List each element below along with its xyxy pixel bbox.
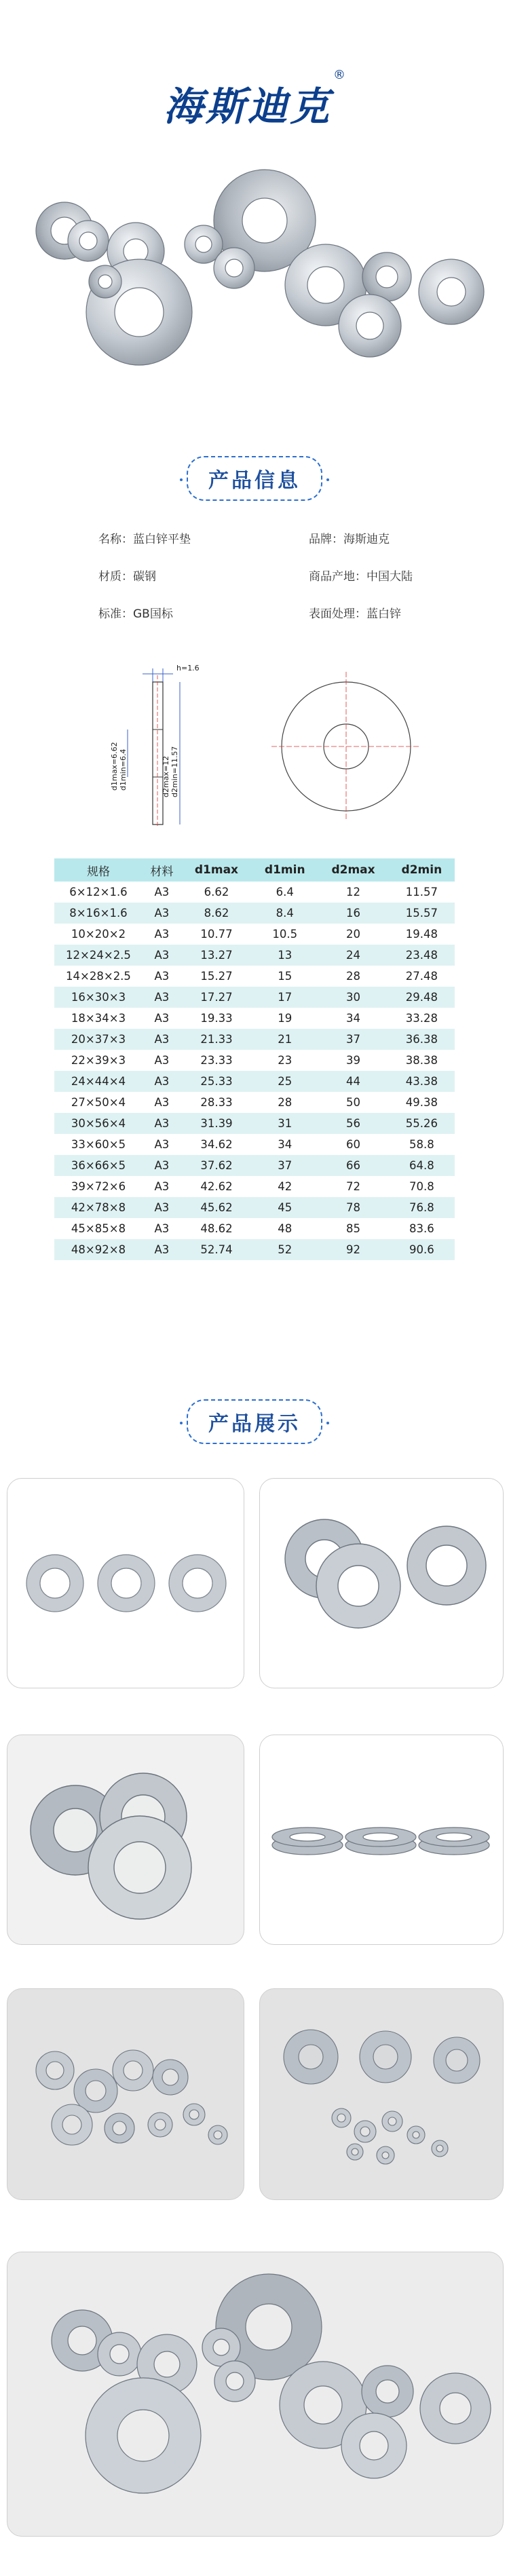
table-row: [54, 882, 455, 903]
table-row: [54, 966, 455, 987]
cell-material: A3: [143, 882, 181, 903]
table-row: [54, 1155, 455, 1176]
spec-table-header: [54, 858, 455, 882]
cell-d2min: 43.38: [389, 1071, 455, 1092]
cell-d1min: 37: [252, 1155, 318, 1176]
cell-d1max: 34.62: [181, 1134, 252, 1155]
h-dimension-label: h=1.6: [176, 664, 200, 673]
cell-material: A3: [143, 1134, 181, 1155]
cell-d2min: 38.38: [389, 1050, 455, 1071]
product-photo-1: [7, 1478, 244, 1688]
cell-d2min: 58.8: [389, 1134, 455, 1155]
table-row: [54, 1113, 455, 1134]
info-surface: [309, 604, 401, 621]
info-brand: [309, 529, 390, 546]
cell-d2min: 76.8: [389, 1197, 455, 1218]
table-row: [54, 1218, 455, 1239]
cell-spec: 30×56×4: [54, 1113, 143, 1134]
cell-material: A3: [143, 987, 181, 1008]
cell-d1min: 45: [252, 1197, 318, 1218]
table-row: [54, 903, 455, 924]
table-row: [54, 987, 455, 1008]
spec-table: [54, 858, 455, 1260]
cell-material: A3: [143, 1155, 181, 1176]
cell-d2max: 16: [318, 903, 388, 924]
info-label: 材质：: [98, 570, 133, 584]
cell-spec: 27×50×4: [54, 1092, 143, 1113]
info-value: 中国大陆: [366, 570, 413, 584]
cell-d2max: 56: [318, 1113, 388, 1134]
cell-d1min: 23: [252, 1050, 318, 1071]
info-value: 碳钢: [133, 570, 156, 584]
col-header-material: 材料: [143, 858, 181, 882]
cell-material: A3: [143, 1050, 181, 1071]
cell-d2max: 60: [318, 1134, 388, 1155]
cell-material: A3: [143, 903, 181, 924]
info-value: 蓝白锌: [366, 607, 401, 621]
registered-mark: ®: [333, 68, 345, 82]
cell-spec: 22×39×3: [54, 1050, 143, 1071]
info-origin: [309, 567, 413, 584]
cell-material: A3: [143, 1176, 181, 1197]
table-row: [54, 945, 455, 966]
info-section-header: [0, 456, 509, 501]
product-photo-3: [7, 1735, 244, 1945]
cell-d2min: 70.8: [389, 1176, 455, 1197]
cell-d1max: 21.33: [181, 1029, 252, 1050]
table-row: [54, 1008, 455, 1029]
cell-material: A3: [143, 966, 181, 987]
cell-d1max: 48.62: [181, 1218, 252, 1239]
cell-d1max: 19.33: [181, 1008, 252, 1029]
cell-spec: 48×92×8: [54, 1239, 143, 1260]
cell-material: A3: [143, 1008, 181, 1029]
cell-d2min: 36.38: [389, 1029, 455, 1050]
cell-d2max: 66: [318, 1155, 388, 1176]
product-photo-7: [7, 2252, 504, 2537]
cell-spec: 33×60×5: [54, 1134, 143, 1155]
display-section-header: [0, 1399, 509, 1444]
cell-d2min: 33.28: [389, 1008, 455, 1029]
cell-spec: 20×37×3: [54, 1029, 143, 1050]
cell-d2min: 27.48: [389, 966, 455, 987]
cell-spec: 24×44×4: [54, 1071, 143, 1092]
cell-d2min: 90.6: [389, 1239, 455, 1260]
col-header-spec: 规格: [54, 858, 143, 882]
cell-d1min: 42: [252, 1176, 318, 1197]
cell-d1max: 42.62: [181, 1176, 252, 1197]
cell-spec: 12×24×2.5: [54, 945, 143, 966]
info-section-title: 产品信息: [187, 456, 322, 501]
hero-product-image: [0, 156, 509, 380]
cell-d2max: 30: [318, 987, 388, 1008]
cell-spec: 36×66×5: [54, 1155, 143, 1176]
col-header-d1min: d1min: [252, 858, 318, 882]
cell-d1max: 10.77: [181, 924, 252, 945]
cell-d2max: 12: [318, 882, 388, 903]
table-row: [54, 1176, 455, 1197]
brand-name: 海斯迪克: [163, 83, 332, 130]
cell-d2max: 85: [318, 1218, 388, 1239]
cell-spec: 8×16×1.6: [54, 903, 143, 924]
brand-logo: [0, 68, 509, 132]
cell-d1min: 31: [252, 1113, 318, 1134]
cell-d1min: 10.5: [252, 924, 318, 945]
product-photo-4: [259, 1735, 504, 1945]
cell-d2max: 20: [318, 924, 388, 945]
info-label: 标准：: [98, 607, 133, 621]
cell-d1max: 52.74: [181, 1239, 252, 1260]
cell-d2min: 11.57: [389, 882, 455, 903]
cell-d2min: 23.48: [389, 945, 455, 966]
col-header-d1max: d1max: [181, 858, 252, 882]
cell-d2min: 15.57: [389, 903, 455, 924]
cell-d2min: 29.48: [389, 987, 455, 1008]
table-row: [54, 1092, 455, 1113]
cell-d2max: 72: [318, 1176, 388, 1197]
dimension-text: d2max=12: [162, 755, 170, 797]
cell-material: A3: [143, 945, 181, 966]
cell-spec: 10×20×2: [54, 924, 143, 945]
cell-d2max: 78: [318, 1197, 388, 1218]
cell-spec: 18×34×3: [54, 1008, 143, 1029]
table-row: [54, 924, 455, 945]
cell-material: A3: [143, 1197, 181, 1218]
cell-d1max: 25.33: [181, 1071, 252, 1092]
product-photo-6: [259, 1988, 504, 2200]
col-header-d2max: d2max: [318, 858, 388, 882]
cell-d1min: 21: [252, 1029, 318, 1050]
cell-material: A3: [143, 1029, 181, 1050]
cell-spec: 6×12×1.6: [54, 882, 143, 903]
col-header-d2min: d2min: [389, 858, 455, 882]
d1-dimension-label: [110, 742, 128, 791]
info-label: 商品产地：: [309, 570, 366, 584]
cell-d2min: 55.26: [389, 1113, 455, 1134]
cell-d1max: 37.62: [181, 1155, 252, 1176]
cell-d2max: 24: [318, 945, 388, 966]
dimension-text: d2min=11.57: [170, 746, 179, 797]
cell-d1max: 23.33: [181, 1050, 252, 1071]
table-row: [54, 1029, 455, 1050]
cell-d1min: 52: [252, 1239, 318, 1260]
cell-d1min: 19: [252, 1008, 318, 1029]
cell-d2min: 49.38: [389, 1092, 455, 1113]
cell-d1max: 31.39: [181, 1113, 252, 1134]
cell-d2max: 44: [318, 1071, 388, 1092]
info-name: [98, 529, 191, 546]
cell-spec: 39×72×6: [54, 1176, 143, 1197]
info-standard: [98, 604, 173, 621]
cell-spec: 14×28×2.5: [54, 966, 143, 987]
cell-material: A3: [143, 1071, 181, 1092]
cell-d1min: 15: [252, 966, 318, 987]
cell-d1max: 15.27: [181, 966, 252, 987]
product-photo-5: [7, 1988, 244, 2200]
cell-d1min: 6.4: [252, 882, 318, 903]
cell-d1max: 17.27: [181, 987, 252, 1008]
cell-d1min: 28: [252, 1092, 318, 1113]
cell-d2max: 92: [318, 1239, 388, 1260]
cell-material: A3: [143, 1218, 181, 1239]
info-label: 品牌：: [309, 533, 343, 546]
technical-drawing: [41, 655, 475, 831]
info-value: 蓝白锌平垫: [133, 533, 191, 546]
cell-spec: 42×78×8: [54, 1197, 143, 1218]
table-row: [54, 1050, 455, 1071]
cell-d1max: 28.33: [181, 1092, 252, 1113]
table-row: [54, 1197, 455, 1218]
cell-d1min: 13: [252, 945, 318, 966]
info-value: GB国标: [133, 607, 173, 621]
cell-d2max: 50: [318, 1092, 388, 1113]
cell-d1min: 17: [252, 987, 318, 1008]
cell-d2max: 39: [318, 1050, 388, 1071]
cell-material: A3: [143, 1239, 181, 1260]
cell-d1min: 48: [252, 1218, 318, 1239]
table-row: [54, 1134, 455, 1155]
cell-d1min: 34: [252, 1134, 318, 1155]
cell-d1max: 8.62: [181, 903, 252, 924]
cell-material: A3: [143, 1092, 181, 1113]
cell-d1max: 13.27: [181, 945, 252, 966]
product-photo-2: [259, 1478, 504, 1688]
display-section-title: 产品展示: [187, 1399, 322, 1444]
cell-d1max: 45.62: [181, 1197, 252, 1218]
cell-d1max: 6.62: [181, 882, 252, 903]
dimension-text: d1max=6.62: [110, 742, 119, 791]
cell-spec: 45×85×8: [54, 1218, 143, 1239]
cell-d1min: 8.4: [252, 903, 318, 924]
cell-d2max: 28: [318, 966, 388, 987]
cell-d2min: 64.8: [389, 1155, 455, 1176]
table-row: [54, 1239, 455, 1260]
cell-d2max: 34: [318, 1008, 388, 1029]
front-view-drawing: [271, 672, 421, 821]
cell-d1min: 25: [252, 1071, 318, 1092]
cell-material: A3: [143, 924, 181, 945]
d2-dimension-label: [162, 746, 179, 797]
cell-d2min: 83.6: [389, 1218, 455, 1239]
info-material: [98, 567, 156, 584]
cell-spec: 16×30×3: [54, 987, 143, 1008]
cell-d2max: 37: [318, 1029, 388, 1050]
cell-material: A3: [143, 1113, 181, 1134]
cell-d2min: 19.48: [389, 924, 455, 945]
dimension-text: d1min=6.4: [119, 749, 128, 791]
info-label: 名称：: [98, 533, 133, 546]
table-row: [54, 1071, 455, 1092]
info-label: 表面处理：: [309, 607, 366, 621]
info-value: 海斯迪克: [343, 533, 390, 546]
